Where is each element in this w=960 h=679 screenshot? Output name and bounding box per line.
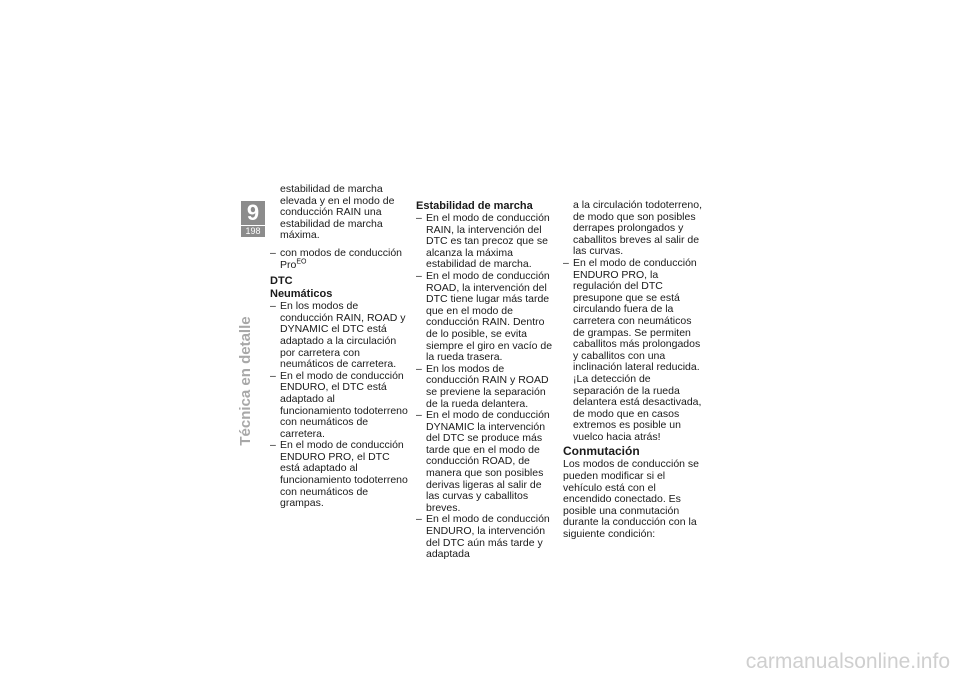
list-item [416,271,554,364]
watermark: carmanualsonline.info [745,650,950,673]
chapter-title-vertical: Técnica en detalle [237,316,254,446]
page-number: 198 [245,226,261,236]
list-dash: – [270,246,276,259]
list-dash: – [270,369,276,382]
heading-stability: Estabilidad de marcha [416,200,533,212]
list-item-text: En el modo de conducción ENDURO, la intervención del DTC aún más tarde y adaptada [426,513,550,561]
list-item [563,258,703,444]
text-column-3 [563,200,703,541]
list-item [270,371,408,441]
heading-tires: Neumáticos [270,288,333,301]
list-item-text: En los modos de conducción RAIN, ROAD y DYNAMIC el DTC está adaptado a la circulación por carretera con neumáticos de carretera. [280,300,406,371]
chapter-tab [241,201,265,237]
list-item-text: En el modo de conducción RAIN, la intervención del DTC es tan precoz que se alcanza la máxima estabilidad de marcha. [426,212,550,271]
list-item-text: En los modos de conducción RAIN y ROAD se previene la separación de la rueda delantera. [426,362,549,410]
list-item-text: En el modo de conducción DYNAMIC la intervención del DTC se produce más tarde que en el modo de conducción ROAD, de manera que son posibles derivas ligeras al salir de las curvas y caballitos breves. [426,409,550,514]
list-item-text: En el modo de conducción ENDURO, el DTC está adaptado al funcionamiento todoterreno con neumáticos de carretera. [280,369,408,440]
list-item [270,440,408,510]
list-item-text: En el modo de conducción ENDURO PRO, la regulación del DTC presupone que se está circulando fuera de la carretera con neumáticos de grampas. Se permiten caballitos más prolongados y caballitos con una inclinación lateral reducida. ¡La detección de separación de la rueda delantera está desactivada, de modo que en casos extremos es posible un vuelco hacia atrás! [573,256,702,443]
chapter-number: 9 [246,200,260,225]
list-item [416,410,554,514]
list-dash: – [270,439,276,452]
list-dash: – [416,362,422,375]
list-dash: – [416,212,422,224]
list-item-text: con modos de conducción Pro [280,246,402,271]
list-dash: – [270,300,276,313]
heading-switching: Conmutación [563,444,640,459]
list-item-text: En el modo de conducción ROAD, la intervención del DTC tiene lugar más tarde que en el modo de conducción RAIN. Dentro de lo posible, se evita siempre el giro en vacío de la rueda trasera. [426,269,553,364]
text-column-1 [270,184,408,510]
switching-paragraph: Los modos de conducción se pueden modificar si el vehículo está con el encendido conectado. Es posible una conmutación durante la conducción con la siguiente condición: [563,458,700,541]
list-item [416,514,554,560]
continuation-paragraph: a la circulación todoterreno, de modo que son posibles derrapes prolongados y caballitos breves al salir de las curvas. [573,199,702,258]
optional-extra-mark: EO [296,258,307,266]
list-dash: – [563,256,569,269]
list-dash: – [416,513,422,526]
list-item [270,301,408,371]
list-item-text: En el modo de conducción ENDURO PRO, el DTC está adaptado al funcionamiento todoterreno con neumáticos de grampas. [280,439,408,510]
list-item [416,213,554,271]
text-column-2 [416,200,554,561]
intro-paragraph: estabilidad de marcha elevada y en el modo de conducción RAIN una estabilidad de marcha máxima. [280,183,395,242]
list-item [416,364,554,410]
list-item-pro [270,248,408,271]
list-dash: – [416,409,422,422]
list-dash: – [416,269,422,282]
heading-dtc: DTC [270,275,293,288]
